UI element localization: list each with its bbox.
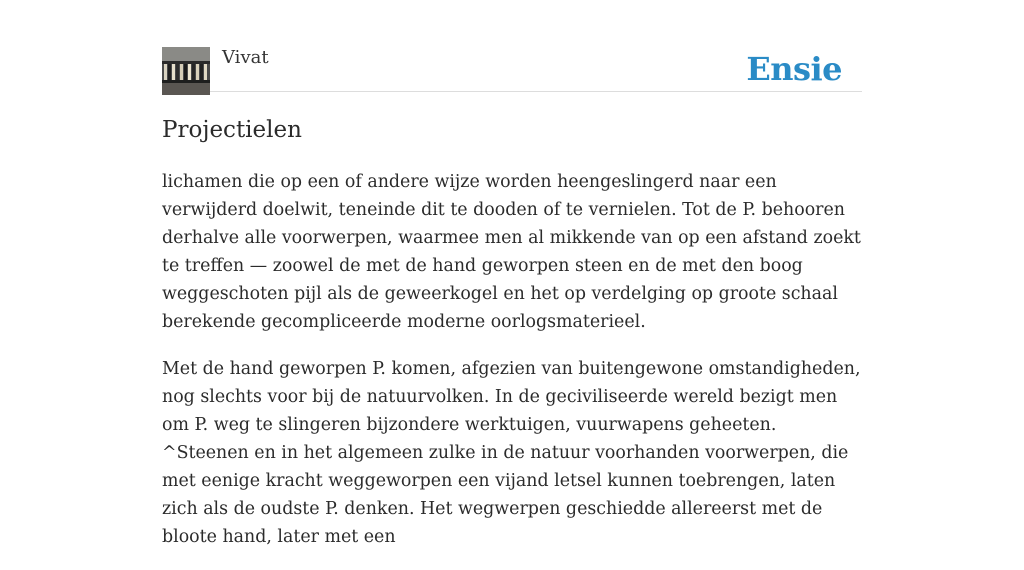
bookshelf-avatar-icon	[162, 47, 210, 95]
author-name[interactable]: Vivat	[222, 47, 269, 68]
brand-logo[interactable]: Ensie	[746, 50, 842, 88]
article-title: Projectielen	[162, 117, 302, 143]
site-header	[162, 0, 862, 92]
article-body	[162, 168, 862, 570]
paragraph: Met de hand geworpen P. komen, afgezien van buitengewone omstandigheden, nog slechts voor bij de natuurvolken. In de geciviliseerde wereld bezigt men om P. weg te slingeren bijzondere werktuigen, vuurwapens geheeten. ^Steenen en in het algemeen zulke in de natuur voorhanden voorwerpen, die met eenige kracht weggeworpen een vijand letsel kunnen toebrengen, laten zich als de oudste P. denken. Het wegwerpen geschiedde allereerst met de bloote hand, later met een	[162, 359, 861, 547]
author-avatar[interactable]	[162, 47, 210, 95]
paragraph: lichamen die op een of andere wijze worden heengeslingerd naar een verwijderd doelwit, teneinde dit te dooden of te vernielen. Tot de P. behooren derhalve alle voorwerpen, waarmee men al mikkende van op een afstand zoekt te treffen — zoowel de met de hand geworpen steen en de met den boog weggeschoten pijl als de geweerkogel en het op verdelging op groote schaal berekende gecompliceerde moderne oorlogsmaterieel.	[162, 172, 861, 332]
article-page	[162, 0, 862, 547]
